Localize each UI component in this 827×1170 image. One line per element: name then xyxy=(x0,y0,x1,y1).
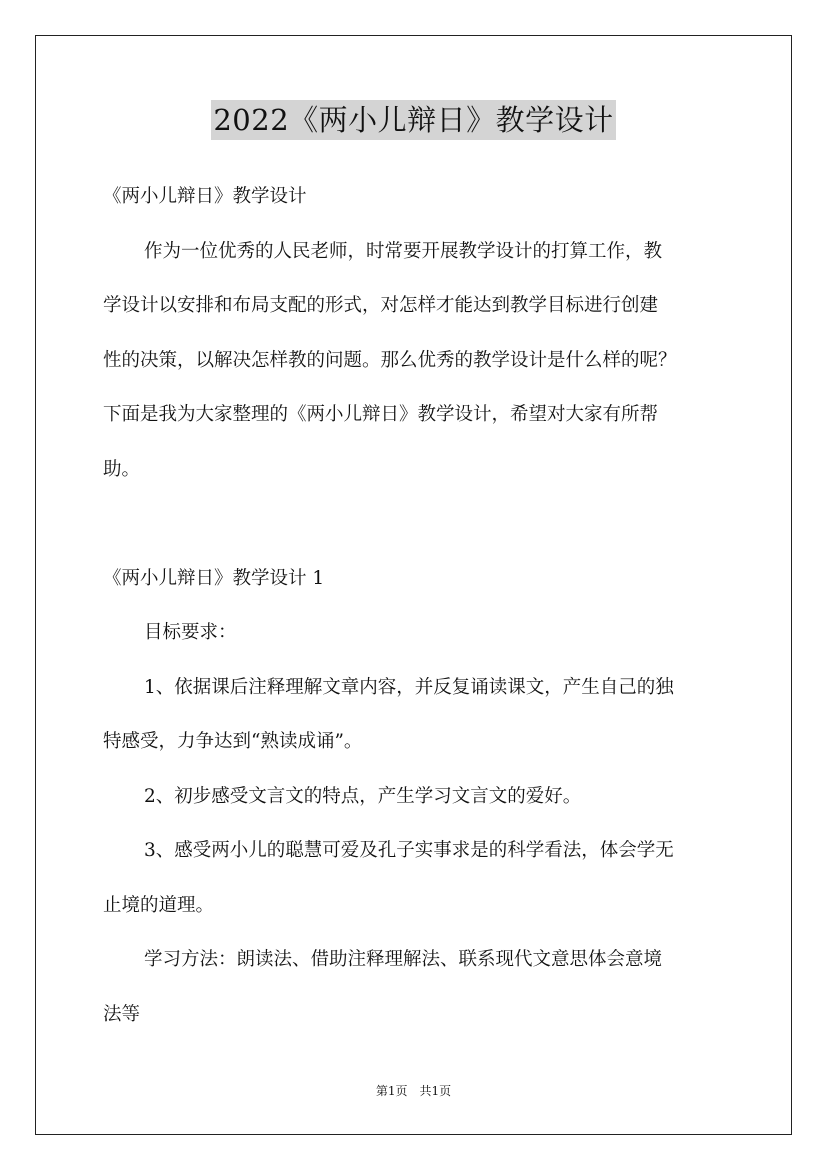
body-line: 止境的道理。 xyxy=(103,894,215,916)
body-line: 1、依据课后注释理解文章内容，并反复诵读课文，产生自己的独 xyxy=(144,676,674,698)
blank-line xyxy=(103,497,743,552)
body-line: 特感受，力争达到“熟读成诵”。 xyxy=(103,731,363,752)
section-heading: 《两小儿辩日》教学设计 1 xyxy=(103,567,325,589)
body-line: 学习方法：朗读法、借助注释理解法、联系现代文意思体会意境 xyxy=(144,949,663,970)
intro-line: 助。 xyxy=(103,458,141,480)
goals-label: 目标要求： xyxy=(144,622,237,643)
body-line: 法等 xyxy=(103,1003,141,1025)
body-line: 3、感受两小儿的聪慧可爱及孔子实事求是的科学看法，体会学无 xyxy=(144,840,674,861)
intro-line: 作为一位优秀的人民老师，时常要开展教学设计的打算工作，教 xyxy=(144,240,663,262)
document-title: 2022《两小儿辩日》教学设计 xyxy=(211,100,615,140)
title-container xyxy=(0,100,827,140)
intro-line: 性的决策，以解决怎样教的问题。那么优秀的教学设计是什么样的呢？ xyxy=(103,349,677,371)
page-number-footer: 第1页 共1页 xyxy=(375,1084,452,1098)
intro-line: 学设计以安排和布局支配的形式，对怎样才能达到教学目标进行创建 xyxy=(103,295,659,316)
intro-heading: 《两小儿辩日》教学设计 xyxy=(103,186,307,207)
document-body xyxy=(103,170,743,1042)
body-line: 2、初步感受文言文的特点，产生学习文言文的爱好。 xyxy=(144,785,582,807)
intro-line: 下面是我为大家整理的《两小儿辩日》教学设计，希望对大家有所帮 xyxy=(103,404,659,425)
